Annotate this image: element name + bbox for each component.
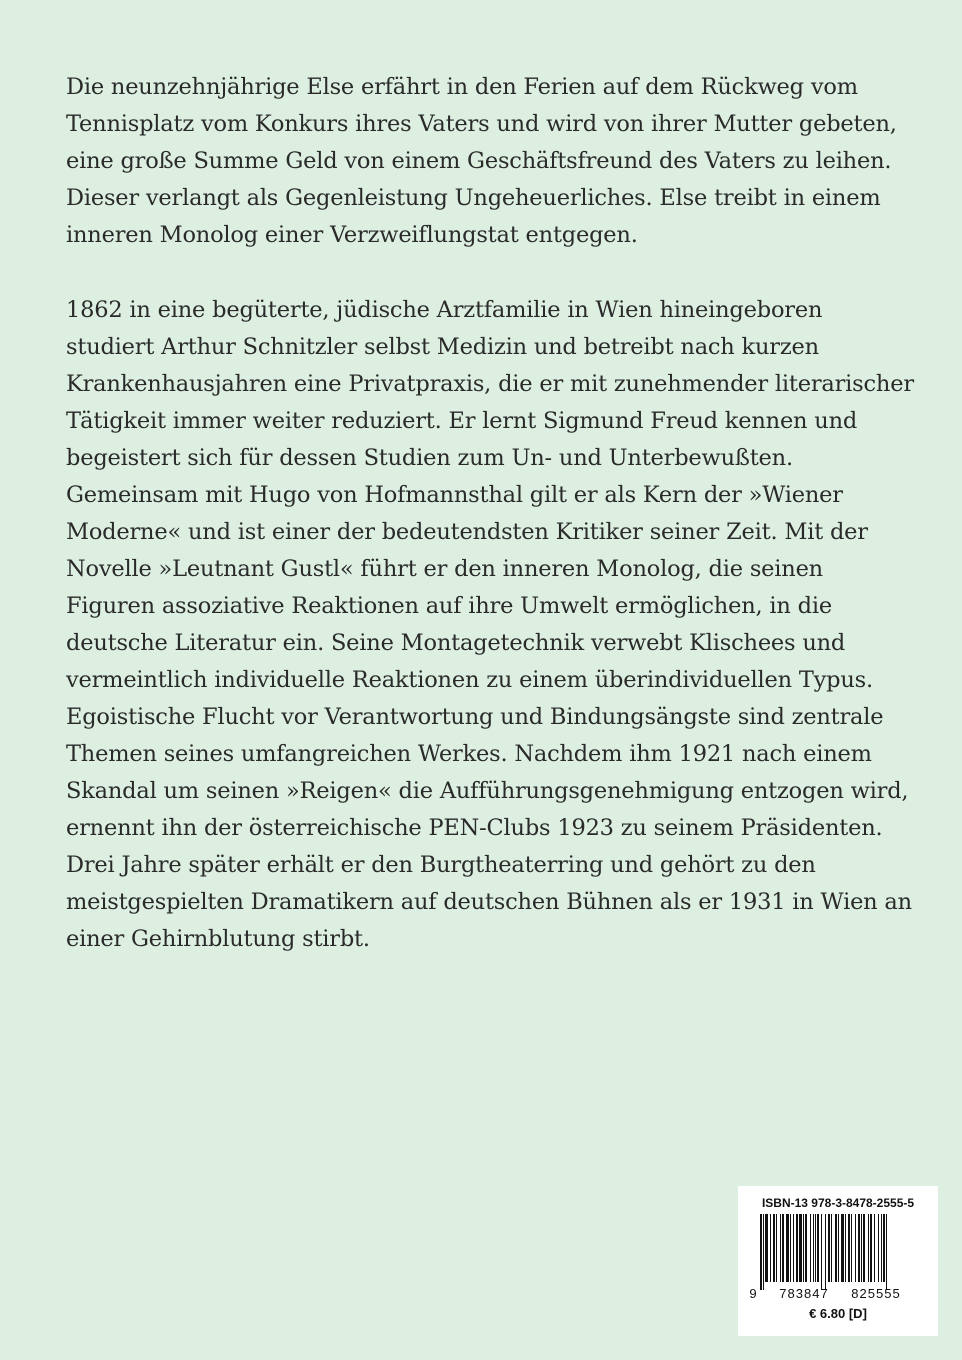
text-line: Tätigkeit immer weiter reduziert. Er lernt Sigmund Freud kennen und xyxy=(66,408,858,434)
text-line: Egoistische Flucht vor Verantwortung und Bindungsängste sind zentrale xyxy=(66,704,884,730)
barcode-bar xyxy=(760,1214,762,1290)
barcode-bar xyxy=(813,1214,814,1282)
barcode-bar xyxy=(765,1214,768,1282)
barcode-bar xyxy=(821,1214,822,1290)
barcode-bar xyxy=(863,1214,865,1282)
barcode-bar xyxy=(770,1214,771,1282)
barcode-bar xyxy=(858,1214,860,1282)
barcode-bar xyxy=(870,1214,872,1282)
text-line: meistgespielten Dramatikern auf deutschen Bühnen als er 1931 in Wien an xyxy=(66,889,912,915)
barcode-bar xyxy=(796,1214,798,1282)
price-label: € 6.80 [D] xyxy=(809,1306,867,1321)
barcode-bar xyxy=(878,1214,879,1282)
barcode-bar xyxy=(786,1214,789,1282)
barcode-bar xyxy=(883,1214,885,1282)
text-line: vermeintlich individuelle Reaktionen zu einem überindividuellen Typus. xyxy=(66,667,873,693)
barcode-bar xyxy=(835,1214,837,1282)
text-line: Moderne« und ist einer der bedeutendsten Kritiker seiner Zeit. Mit der xyxy=(66,519,868,545)
isbn-label: ISBN-13 978-3-8478-2555-5 xyxy=(761,1196,915,1210)
text-line: deutsche Literatur ein. Seine Montagetechnik verwebt Klischees und xyxy=(66,630,846,656)
barcode-bar xyxy=(828,1214,830,1282)
barcode-bars xyxy=(760,1214,887,1290)
text-line: Figuren assoziative Reaktionen auf ihre Umwelt ermöglichen, in die xyxy=(66,593,832,619)
text-line: Tennisplatz vom Konkurs ihres Vaters und wird von ihrer Mutter gebeten, xyxy=(66,111,897,137)
text-line: Themen seines umfangreichen Werkes. Nachdem ihm 1921 nach einem xyxy=(66,741,872,767)
barcode-digits-right: 825555 xyxy=(851,1286,901,1301)
barcode-digits-left: 783847 xyxy=(779,1286,829,1301)
barcode-bar xyxy=(805,1214,807,1282)
barcode-bar xyxy=(763,1214,764,1290)
barcode-panel xyxy=(738,1186,938,1336)
barcode-bar xyxy=(780,1214,781,1282)
barcode-bar xyxy=(790,1214,791,1282)
barcode-bar xyxy=(773,1214,775,1282)
text-line: Krankenhausjahren eine Privatpraxis, die er mit zunehmender literarischer xyxy=(66,371,914,397)
barcode-bar xyxy=(851,1214,852,1282)
barcode-bar xyxy=(861,1214,862,1282)
barcode-bar xyxy=(793,1214,794,1282)
text-line: ernennt ihn der österreichische PEN-Clubs 1923 zu seinem Präsidenten. xyxy=(66,815,883,841)
text-line: inneren Monolog einer Verzweiflungstat entgegen. xyxy=(66,222,638,248)
text-line: Novelle »Leutnant Gustl« führt er den inneren Monolog, die seinen xyxy=(66,556,823,582)
barcode-image xyxy=(748,1214,928,1302)
barcode-bar xyxy=(855,1214,856,1282)
text-line: Dieser verlangt als Gegenleistung Ungeheuerliches. Else treibt in einem xyxy=(66,185,881,211)
barcode-bar xyxy=(799,1214,802,1282)
barcode-bar xyxy=(841,1214,844,1282)
text-line: Skandal um seinen »Reigen« die Aufführungsgenehmigung entzogen wird, xyxy=(66,778,909,804)
barcode-bar xyxy=(838,1214,839,1282)
text-line: studiert Arthur Schnitzler selbst Medizin und betreibt nach kurzen xyxy=(66,334,819,360)
barcode-bar xyxy=(782,1214,784,1282)
barcode-digit-first: 9 xyxy=(749,1286,757,1301)
barcode-bar xyxy=(881,1214,882,1282)
barcode-bar xyxy=(831,1214,832,1282)
barcode-bar xyxy=(810,1214,811,1282)
barcode-bar xyxy=(868,1214,869,1282)
barcode-bar xyxy=(815,1214,816,1282)
text-line: eine große Summe Geld von einem Geschäftsfreund des Vaters zu leihen. xyxy=(66,148,892,174)
barcode-bar xyxy=(848,1214,850,1282)
barcode-bar xyxy=(874,1214,875,1282)
synopsis-paragraph xyxy=(66,69,916,254)
barcode-bar xyxy=(803,1214,804,1282)
text-line: einer Gehirnblutung stirbt. xyxy=(66,926,370,952)
text-line: begeistert sich für dessen Studien zum Un- und Unterbewußten. xyxy=(66,445,793,471)
text-line: 1862 in eine begüterte, jüdische Arztfamilie in Wien hineingeboren xyxy=(66,297,823,323)
barcode-bar xyxy=(776,1214,777,1282)
text-line: Gemeinsam mit Hugo von Hofmannsthal gilt er als Kern der »Wiener xyxy=(66,482,843,508)
barcode-bar xyxy=(845,1214,846,1282)
text-line: Die neunzehnjährige Else erfährt in den Ferien auf dem Rückweg vom xyxy=(66,74,858,100)
author-biography-paragraph xyxy=(66,292,916,958)
barcode-bar xyxy=(886,1214,887,1290)
barcode-bar xyxy=(825,1214,826,1290)
text-line: Drei Jahre später erhält er den Burgtheaterring und gehört zu den xyxy=(66,852,816,878)
barcode-bar xyxy=(817,1214,819,1282)
